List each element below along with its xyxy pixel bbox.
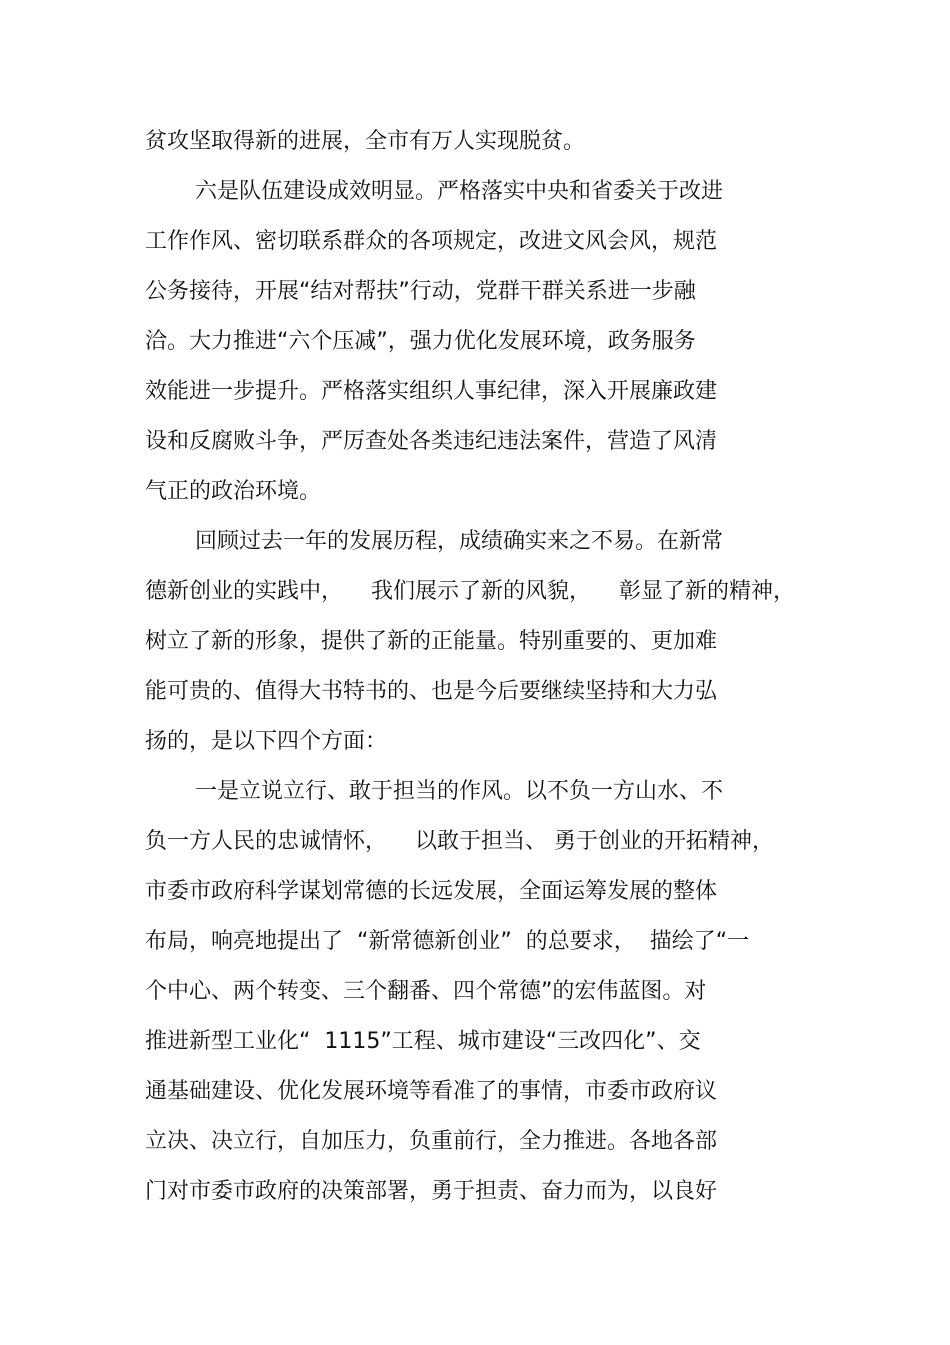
paragraph-line: 六是队伍建设成效明显。严格落实中央和省委关于改进 (195, 179, 724, 204)
paragraph-line: 能可贵的、值得大书特书的、也是今后要继续坚持和大力弘 (145, 679, 718, 704)
paragraph-line: 工作作风、密切联系群众的各项规定，改进文风会风，规范 (145, 229, 718, 254)
paragraph-line: 贫攻坚取得新的进展，全市有万人实现脱贫。 (145, 129, 586, 154)
paragraph-line: 气正的政治环境。 (145, 479, 322, 504)
paragraph-line: 公务接待，开展“结对帮扶”行动，党群干群关系进一步融 (145, 279, 696, 304)
paragraph-line: 扬的，是以下四个方面： (145, 729, 388, 754)
paragraph-line: 市委市政府科学谋划常德的长远发展，全面运筹发展的整体 (145, 879, 718, 904)
paragraph-line: 德新创业的实践中， 我们展示了新的风貌， 彰显了新的精神， (145, 579, 795, 604)
paragraph-line: 回顾过去一年的发展历程，成绩确实来之不易。在新常 (195, 529, 724, 554)
paragraph-line: 个中心、两个转变、三个翻番、四个常德”的宏伟蓝图。对 (145, 979, 707, 1004)
paragraph-line: 洽。大力推进“六个压减”，强力优化发展环境，政务服务 (145, 329, 696, 354)
paragraph-line: 推进新型工业化“ 1115”工程、城市建设“三改四化”、交 (145, 1029, 701, 1054)
paragraph-line: 通基础建设、优化发展环境等看准了的事情，市委市政府议 (145, 1079, 718, 1104)
paragraph-line: 设和反腐败斗争，严厉查处各类违纪违法案件，营造了风清 (145, 429, 718, 454)
paragraph-line: 一是立说立行、敢于担当的作风。以不负一方山水、不 (195, 779, 724, 804)
paragraph-line: 门对市委市政府的决策部署，勇于担责、奋力而为，以良好 (145, 1179, 718, 1204)
paragraph-line: 布局，响亮地提出了 “新常德新创业” 的总要求， 描绘了“一 (145, 929, 750, 954)
paragraph-line: 立决、决立行，自加压力，负重前行，全力推进。各地各部 (145, 1129, 718, 1154)
paragraph-line: 树立了新的形象，提供了新的正能量。特别重要的、更加难 (145, 629, 718, 654)
paragraph-line: 效能进一步提升。严格落实组织人事纪律，深入开展廉政建 (145, 379, 718, 404)
paragraph-line: 负一方人民的忠诚情怀， 以敢于担当、 勇于创业的开拓精神， (145, 829, 774, 854)
